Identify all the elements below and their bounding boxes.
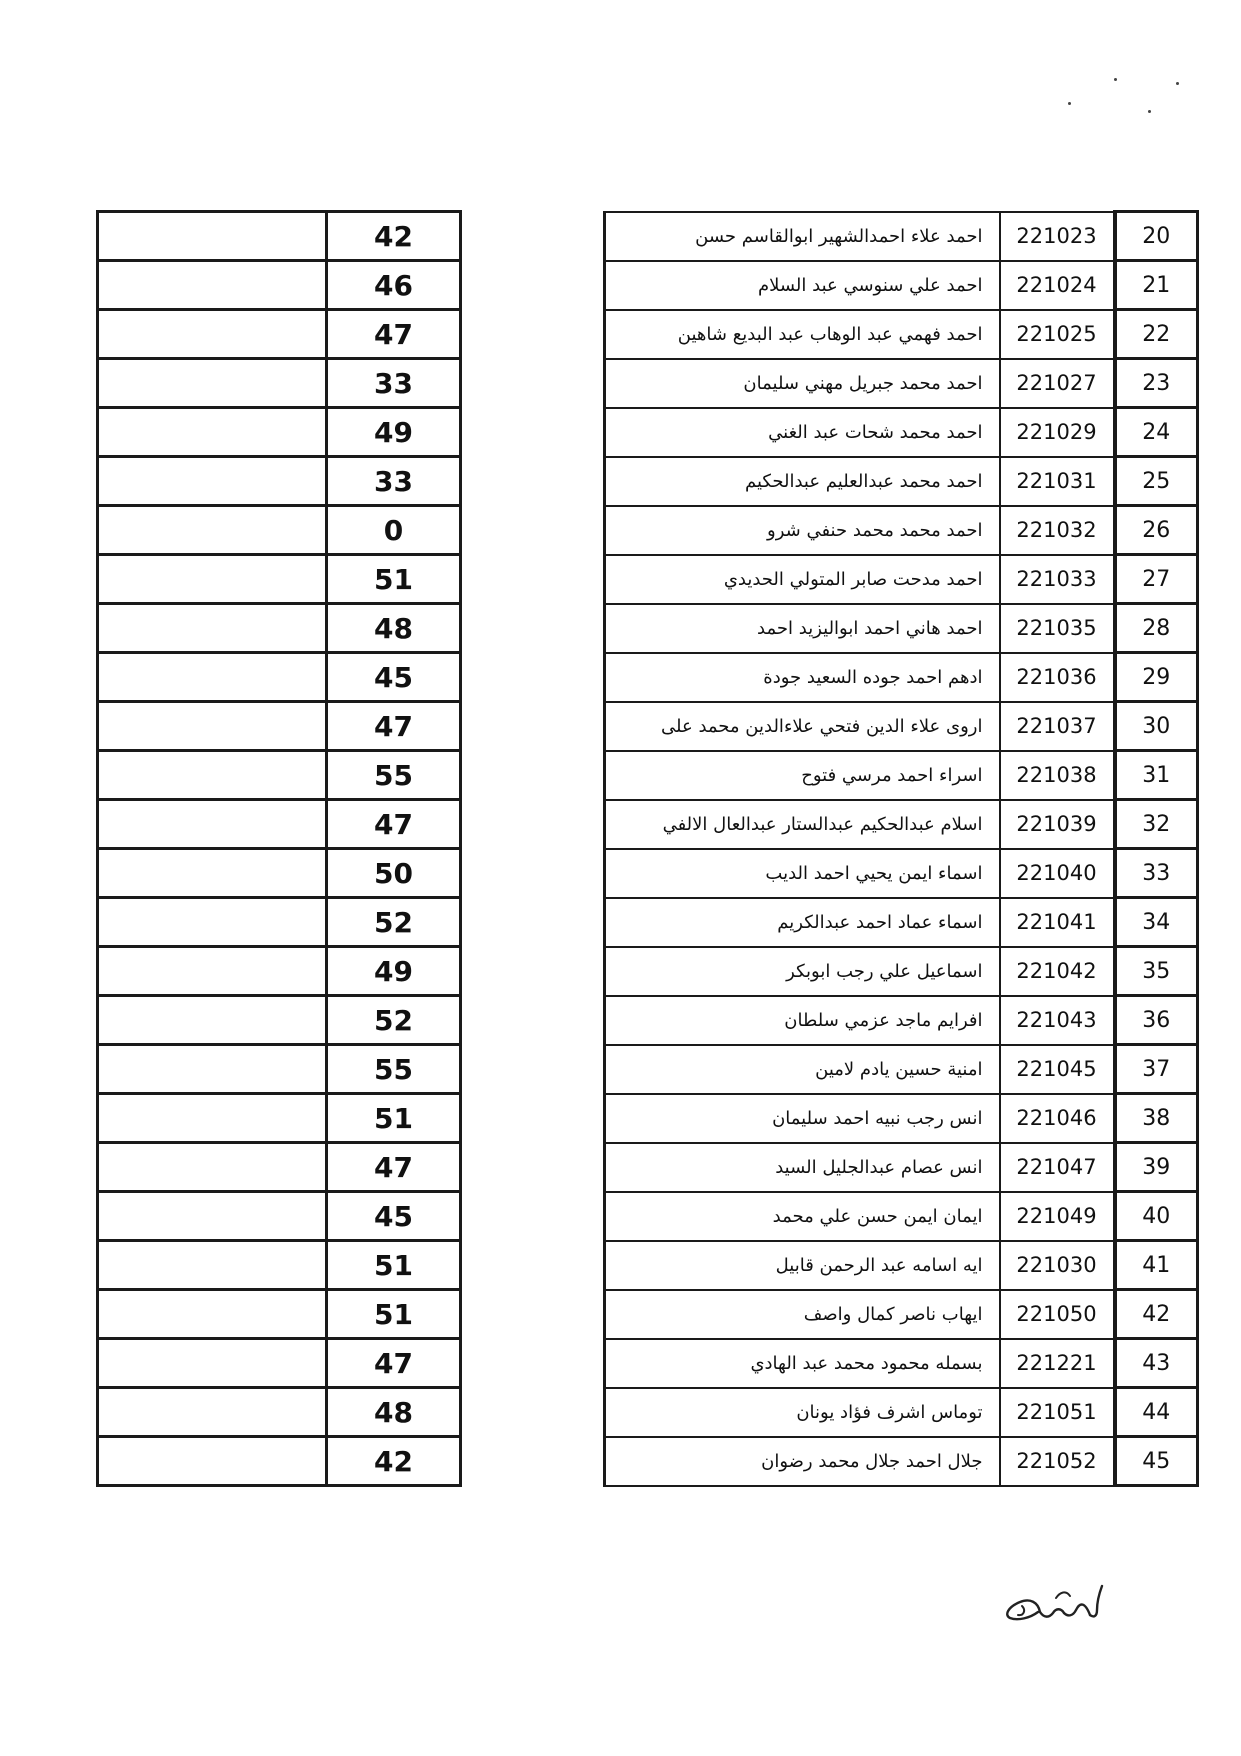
grade-cell: 51 (327, 1290, 461, 1339)
table-row (98, 1045, 1198, 1094)
student-name-cell: انس رجب نبيه احمد سليمان (605, 1094, 1000, 1143)
grade-cell: 49 (327, 408, 461, 457)
notes-cell (98, 1339, 327, 1388)
grade-cell: 50 (327, 849, 461, 898)
grade-cell: 47 (327, 1143, 461, 1192)
notes-cell (98, 506, 327, 555)
student-id-cell: 221027 (1000, 359, 1115, 408)
row-index-cell: 37 (1115, 1045, 1198, 1094)
student-id-cell: 221033 (1000, 555, 1115, 604)
student-id-cell: 221045 (1000, 1045, 1115, 1094)
table-row (98, 800, 1198, 849)
student-id-cell: 221036 (1000, 653, 1115, 702)
notes-cell (98, 1437, 327, 1486)
notes-cell (98, 996, 327, 1045)
student-name-cell: ايمان ايمن حسن علي محمد (605, 1192, 1000, 1241)
table-row (98, 653, 1198, 702)
table-row (98, 947, 1198, 996)
spacer-cell (461, 1241, 605, 1290)
notes-cell (98, 1143, 327, 1192)
row-index-cell: 23 (1115, 359, 1198, 408)
student-name-cell: احمد محمد عبدالعليم عبدالحكيم (605, 457, 1000, 506)
grade-cell: 47 (327, 800, 461, 849)
student-name-cell: امنية حسين يادم لامين (605, 1045, 1000, 1094)
grade-cell: 55 (327, 1045, 461, 1094)
row-index-cell: 38 (1115, 1094, 1198, 1143)
spacer-cell (461, 1339, 605, 1388)
student-name-cell: احمد علي سنوسي عبد السلام (605, 261, 1000, 310)
table-row (98, 1192, 1198, 1241)
student-name-cell: احمد محمد جبريل مهني سليمان (605, 359, 1000, 408)
handwritten-signature (998, 1578, 1106, 1628)
student-id-cell: 221051 (1000, 1388, 1115, 1437)
notes-cell (98, 408, 327, 457)
row-index-cell: 33 (1115, 849, 1198, 898)
spacer-cell (461, 849, 605, 898)
grade-cell: 42 (327, 212, 461, 261)
notes-cell (98, 751, 327, 800)
grade-cell: 52 (327, 898, 461, 947)
student-id-cell: 221039 (1000, 800, 1115, 849)
notes-cell (98, 1192, 327, 1241)
student-name-cell: احمد علاء احمدالشهير ابوالقاسم حسن (605, 212, 1000, 261)
table-row (98, 506, 1198, 555)
spacer-cell (461, 261, 605, 310)
row-index-cell: 25 (1115, 457, 1198, 506)
spacer-cell (461, 604, 605, 653)
row-index-cell: 42 (1115, 1290, 1198, 1339)
student-id-cell: 221046 (1000, 1094, 1115, 1143)
spacer-cell (461, 1045, 605, 1094)
student-name-cell: ادهم احمد جوده السعيد جودة (605, 653, 1000, 702)
student-id-cell: 221041 (1000, 898, 1115, 947)
student-id-cell: 221038 (1000, 751, 1115, 800)
notes-cell (98, 702, 327, 751)
student-name-cell: ايه اسامه عبد الرحمن قابيل (605, 1241, 1000, 1290)
grade-cell: 42 (327, 1437, 461, 1486)
table-row (98, 1339, 1198, 1388)
row-index-cell: 24 (1115, 408, 1198, 457)
spacer-cell (461, 212, 605, 261)
spacer-cell (461, 1143, 605, 1192)
grade-cell: 49 (327, 947, 461, 996)
row-index-cell: 44 (1115, 1388, 1198, 1437)
student-name-cell: انس عصام عبدالجليل السيد (605, 1143, 1000, 1192)
notes-cell (98, 800, 327, 849)
student-name-cell: احمد محمد محمد حنفي شرو (605, 506, 1000, 555)
table-row (98, 849, 1198, 898)
notes-cell (98, 1045, 327, 1094)
row-index-cell: 20 (1115, 212, 1198, 261)
student-id-cell: 221032 (1000, 506, 1115, 555)
notes-cell (98, 457, 327, 506)
row-index-cell: 43 (1115, 1339, 1198, 1388)
grade-cell: 46 (327, 261, 461, 310)
spacer-cell (461, 702, 605, 751)
student-name-cell: بسمله محمود محمد عبد الهادي (605, 1339, 1000, 1388)
table-row (98, 261, 1198, 310)
student-name-cell: اسماء عماد احمد عبدالكريم (605, 898, 1000, 947)
student-name-cell: توماس اشرف فؤاد يونان (605, 1388, 1000, 1437)
row-index-cell: 26 (1115, 506, 1198, 555)
student-name-cell: اسماء ايمن يحيي احمد الديب (605, 849, 1000, 898)
row-index-cell: 29 (1115, 653, 1198, 702)
grade-cell: 0 (327, 506, 461, 555)
student-name-cell: اسماعيل علي رجب ابوبكر (605, 947, 1000, 996)
student-id-cell: 221023 (1000, 212, 1115, 261)
scan-artifact (1148, 110, 1151, 113)
scan-artifact (1176, 82, 1179, 85)
scan-artifact (1068, 102, 1071, 105)
student-name-cell: احمد هاني احمد ابواليزيد احمد (605, 604, 1000, 653)
spacer-cell (461, 800, 605, 849)
row-index-cell: 36 (1115, 996, 1198, 1045)
student-id-cell: 221040 (1000, 849, 1115, 898)
table-row (98, 702, 1198, 751)
student-name-cell: احمد فهمي عبد الوهاب عبد البديع شاهين (605, 310, 1000, 359)
notes-cell (98, 1094, 327, 1143)
table-row (98, 996, 1198, 1045)
row-index-cell: 34 (1115, 898, 1198, 947)
row-index-cell: 39 (1115, 1143, 1198, 1192)
student-id-cell: 221049 (1000, 1192, 1115, 1241)
table-row (98, 1143, 1198, 1192)
grade-cell: 48 (327, 1388, 461, 1437)
student-id-cell: 221029 (1000, 408, 1115, 457)
student-name-cell: احمد مدحت صابر المتولي الحديدي (605, 555, 1000, 604)
notes-cell (98, 359, 327, 408)
grade-cell: 51 (327, 1241, 461, 1290)
table-row (98, 1241, 1198, 1290)
spacer-cell (461, 898, 605, 947)
table-row (98, 604, 1198, 653)
student-id-cell: 221042 (1000, 947, 1115, 996)
grade-cell: 52 (327, 996, 461, 1045)
grade-cell: 55 (327, 751, 461, 800)
table-row (98, 1388, 1198, 1437)
student-id-cell: 221035 (1000, 604, 1115, 653)
row-index-cell: 40 (1115, 1192, 1198, 1241)
notes-cell (98, 310, 327, 359)
notes-cell (98, 653, 327, 702)
row-index-cell: 22 (1115, 310, 1198, 359)
spacer-cell (461, 310, 605, 359)
row-index-cell: 32 (1115, 800, 1198, 849)
table-row (98, 751, 1198, 800)
spacer-cell (461, 1192, 605, 1241)
spacer-cell (461, 751, 605, 800)
notes-cell (98, 947, 327, 996)
student-id-cell: 221031 (1000, 457, 1115, 506)
table-row (98, 1437, 1198, 1486)
grade-cell: 51 (327, 1094, 461, 1143)
row-index-cell: 30 (1115, 702, 1198, 751)
student-id-cell: 221050 (1000, 1290, 1115, 1339)
spacer-cell (461, 1290, 605, 1339)
spacer-cell (461, 1094, 605, 1143)
student-name-cell: اسلام عبدالحكيم عبدالستار عبدالعال الالفي (605, 800, 1000, 849)
spacer-cell (461, 1437, 605, 1486)
spacer-cell (461, 653, 605, 702)
row-index-cell: 21 (1115, 261, 1198, 310)
notes-cell (98, 898, 327, 947)
grade-cell: 47 (327, 702, 461, 751)
spacer-cell (461, 555, 605, 604)
student-name-cell: احمد محمد شحات عبد الغني (605, 408, 1000, 457)
row-index-cell: 45 (1115, 1437, 1198, 1486)
spacer-cell (461, 1388, 605, 1437)
table-row (98, 408, 1198, 457)
spacer-cell (461, 408, 605, 457)
student-id-cell: 221037 (1000, 702, 1115, 751)
grade-cell: 47 (327, 310, 461, 359)
student-name-cell: اسراء احمد مرسي فتوح (605, 751, 1000, 800)
student-name-cell: افرايم ماجد عزمي سلطان (605, 996, 1000, 1045)
student-id-cell: 221030 (1000, 1241, 1115, 1290)
grade-cell: 47 (327, 1339, 461, 1388)
notes-cell (98, 1388, 327, 1437)
grade-cell: 33 (327, 457, 461, 506)
grades-table-body (98, 212, 1198, 1486)
student-id-cell: 221025 (1000, 310, 1115, 359)
table-row (98, 359, 1198, 408)
student-grades-table (96, 210, 1199, 1487)
notes-cell (98, 1241, 327, 1290)
notes-cell (98, 1290, 327, 1339)
signature-scribble (998, 1578, 1106, 1628)
student-id-cell: 221047 (1000, 1143, 1115, 1192)
row-index-cell: 28 (1115, 604, 1198, 653)
row-index-cell: 27 (1115, 555, 1198, 604)
row-index-cell: 35 (1115, 947, 1198, 996)
spacer-cell (461, 506, 605, 555)
table-row (98, 1094, 1198, 1143)
grade-cell: 48 (327, 604, 461, 653)
spacer-cell (461, 947, 605, 996)
scan-artifact (1114, 78, 1117, 81)
grade-cell: 51 (327, 555, 461, 604)
table-row (98, 898, 1198, 947)
spacer-cell (461, 359, 605, 408)
table-row (98, 310, 1198, 359)
notes-cell (98, 604, 327, 653)
table-row (98, 457, 1198, 506)
notes-cell (98, 212, 327, 261)
student-name-cell: ايهاب ناصر كمال واصف (605, 1290, 1000, 1339)
table-row (98, 555, 1198, 604)
student-name-cell: جلال احمد جلال محمد رضوان (605, 1437, 1000, 1486)
spacer-cell (461, 457, 605, 506)
student-id-cell: 221221 (1000, 1339, 1115, 1388)
grade-cell: 45 (327, 653, 461, 702)
notes-cell (98, 849, 327, 898)
student-id-cell: 221024 (1000, 261, 1115, 310)
grade-cell: 33 (327, 359, 461, 408)
table-row (98, 212, 1198, 261)
notes-cell (98, 555, 327, 604)
student-name-cell: اروى علاء الدين فتحي علاءالدين محمد على (605, 702, 1000, 751)
notes-cell (98, 261, 327, 310)
student-id-cell: 221043 (1000, 996, 1115, 1045)
row-index-cell: 31 (1115, 751, 1198, 800)
student-id-cell: 221052 (1000, 1437, 1115, 1486)
row-index-cell: 41 (1115, 1241, 1198, 1290)
spacer-cell (461, 996, 605, 1045)
table-row (98, 1290, 1198, 1339)
grade-cell: 45 (327, 1192, 461, 1241)
